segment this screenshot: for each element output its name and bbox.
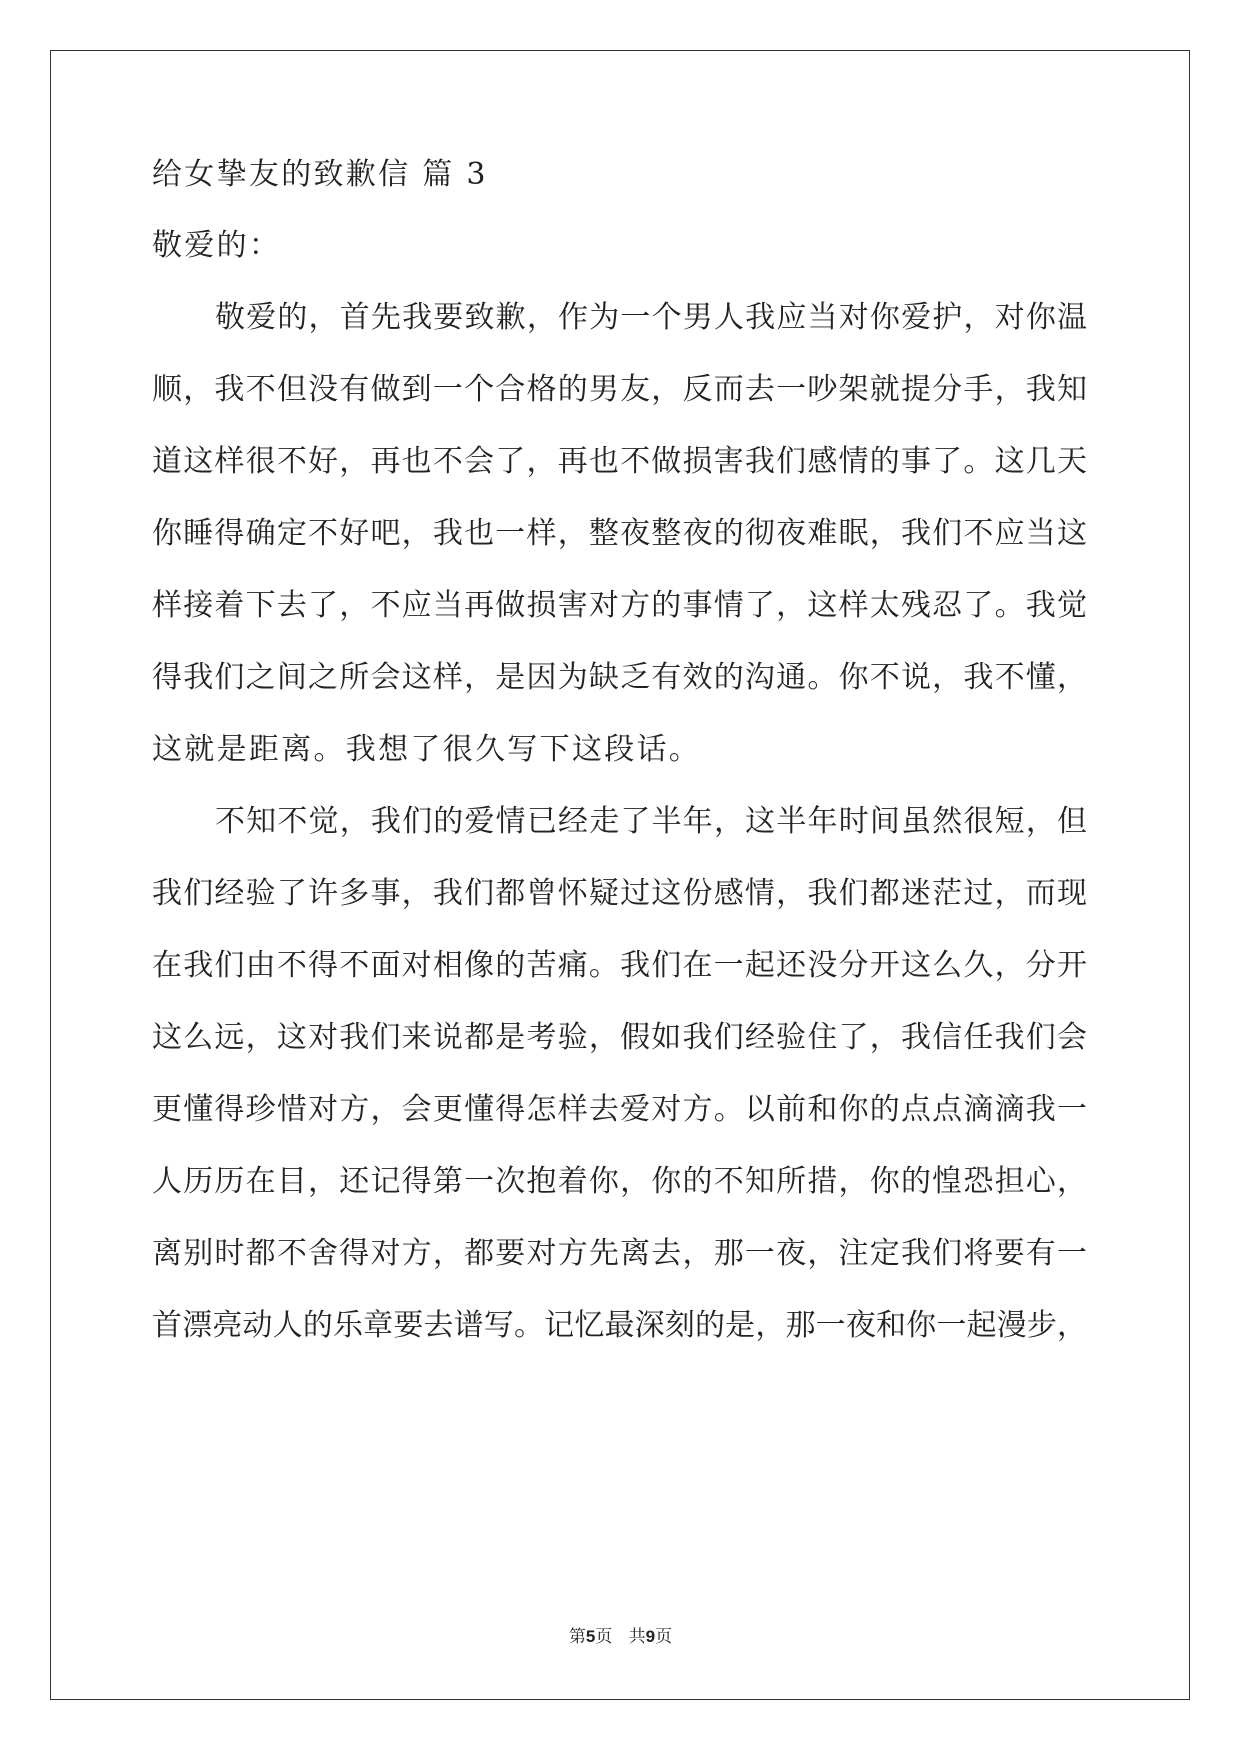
text-line: 在我们由不得不面对相像的苦痛。我们在一起还没分开这么久，分开 [152,948,1087,983]
page-border [50,50,1190,1700]
text-line: 得我们之间之所会这样，是因为缺乏有效的沟通。你不说，我不懂， [152,660,1087,695]
text-line: 这就是距离。我想了很久写下这段话。 [152,732,702,767]
total-pages: 9 [645,1627,656,1646]
document-title: 给女挚友的致歉信 篇 3 [152,157,488,192]
text-line: 样接着下去了，不应当再做损害对方的事情了，这样太残忍了。我觉 [152,588,1087,623]
text-line: 我们经验了许多事，我们都曾怀疑过这份感情，我们都迷茫过，而现 [152,876,1087,911]
text-line: 首漂亮动人的乐章要去谱写。记忆最深刻的是，那一夜和你一起漫步， [152,1308,1087,1343]
page-number: 5 [585,1627,596,1646]
total-prefix: 共 [628,1627,646,1647]
text-line: 敬爱的，首先我要致歉，作为一个男人我应当对你爱护，对你温 [215,300,1087,335]
text-line: 这么远，这对我们来说都是考验，假如我们经验住了，我信任我们会 [152,1020,1087,1055]
page-prefix: 第 [568,1627,586,1647]
salutation: 敬爱的： [152,228,282,263]
text-line: 离别时都不舍得对方，都要对方先离去，那一夜，注定我们将要有一 [152,1236,1087,1271]
text-line: 顺，我不但没有做到一个合格的男友，反而去一吵架就提分手，我知 [152,372,1087,407]
text-line: 更懂得珍惜对方，会更懂得怎样去爱对方。以前和你的点点滴滴我一 [152,1092,1087,1127]
text-line: 不知不觉，我们的爱情已经走了半年，这半年时间虽然很短，但 [215,804,1087,839]
text-line: 道这样很不好，再也不会了，再也不做损害我们感情的事了。这几天 [152,444,1087,479]
page-suffix: 页 [595,1627,613,1647]
text-line: 人历历在目，还记得第一次抱着你，你的不知所措，你的惶恐担心， [152,1164,1087,1199]
total-suffix: 页 [655,1627,673,1647]
page-footer [0,1626,1241,1648]
text-line: 你睡得确定不好吧，我也一样，整夜整夜的彻夜难眠，我们不应当这 [152,516,1087,551]
